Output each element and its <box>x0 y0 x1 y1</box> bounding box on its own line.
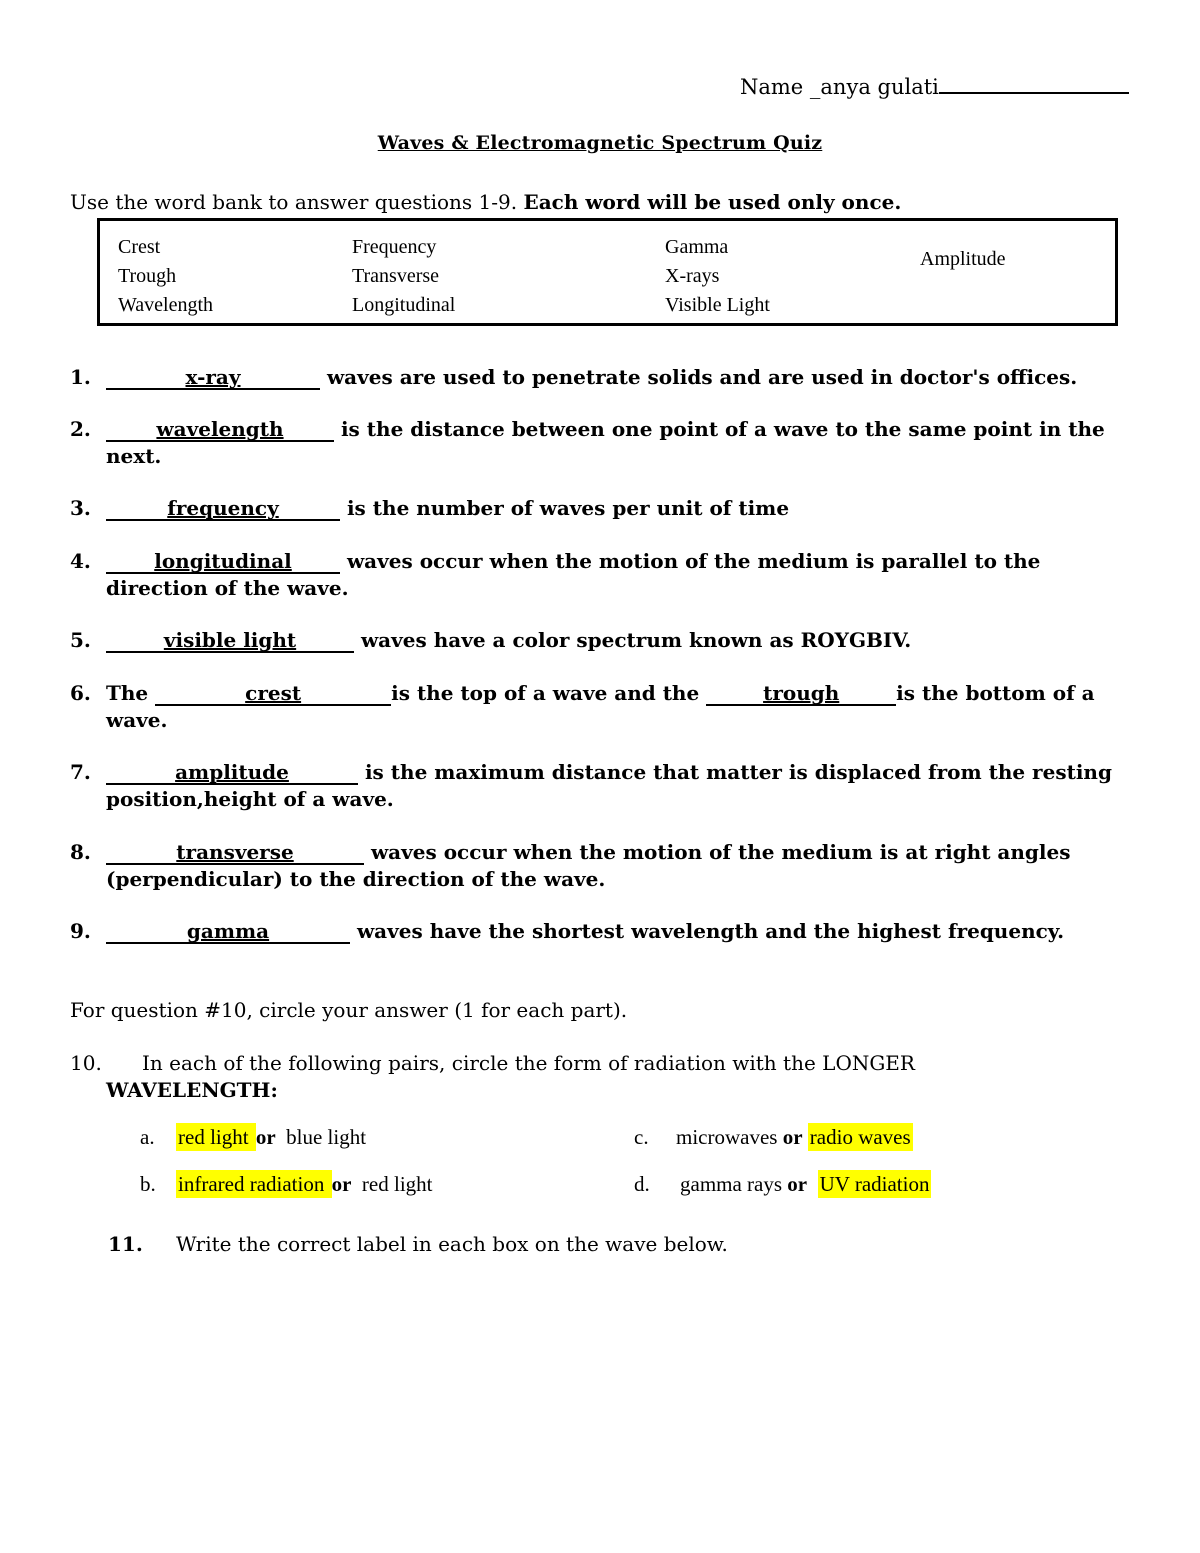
answer-text: amplitude <box>175 760 289 784</box>
answer-text: wavelength <box>156 417 284 441</box>
question-number: 2. <box>70 417 91 441</box>
answer-blank[interactable] <box>706 682 896 706</box>
option-right-highlighted[interactable]: radio waves <box>809 1125 911 1149</box>
option-label: b. <box>140 1172 156 1196</box>
question-text: is the number of waves per unit of time <box>340 496 790 520</box>
answer-text: visible light <box>163 628 297 652</box>
or-text: or <box>331 1172 352 1196</box>
page-title: Waves & Electromagnetic Spectrum Quiz <box>377 132 823 154</box>
word-bank-item: Trough <box>118 265 177 287</box>
word-bank-col-4 <box>920 245 1006 274</box>
question-text: waves occur when the motion of the medium is at right angles (perpendicular) to the direction of the wave. <box>106 840 1071 891</box>
word-bank-item: Wavelength <box>118 294 214 316</box>
question-number: 6. <box>70 681 91 705</box>
option-label: c. <box>634 1125 649 1149</box>
option-left[interactable]: microwaves <box>676 1125 783 1149</box>
question-number: 8. <box>70 840 91 864</box>
option-d[interactable] <box>634 1172 931 1197</box>
word-bank-item: Transverse <box>352 265 440 287</box>
question-text: waves are used to penetrate solids and are used in doctor's offices. <box>320 365 1078 389</box>
answer-blank[interactable] <box>106 366 320 390</box>
answer-text: trough <box>763 681 840 705</box>
word-bank-item: Frequency <box>352 236 437 258</box>
answer-blank[interactable] <box>106 629 354 653</box>
answer-blank[interactable] <box>106 497 340 521</box>
question-number: 5. <box>70 628 91 652</box>
option-b[interactable] <box>140 1172 433 1197</box>
or-text: or <box>255 1125 276 1149</box>
word-bank-item: Crest <box>118 236 161 258</box>
question-11 <box>108 1232 728 1256</box>
option-left-highlighted[interactable]: infrared radiation <box>178 1172 330 1196</box>
answer-blank[interactable] <box>106 920 350 944</box>
instructions-plain: Use the word bank to answer questions 1-9. <box>70 190 524 214</box>
answer-text: frequency <box>167 496 279 520</box>
answer-blank[interactable] <box>106 761 358 785</box>
word-bank-item: X-rays <box>665 265 720 287</box>
answer-blank[interactable] <box>155 682 391 706</box>
answer-blank[interactable] <box>106 841 364 865</box>
option-a[interactable] <box>140 1125 366 1150</box>
question-text: Write the correct label in each box on the wave below. <box>176 1232 728 1256</box>
instructions <box>70 190 901 214</box>
name-field <box>740 72 1129 99</box>
question-number: 11. <box>108 1232 143 1256</box>
question-number: 10. <box>70 1051 102 1075</box>
answer-blank[interactable] <box>106 418 334 442</box>
question-number: 7. <box>70 760 91 784</box>
option-left[interactable]: gamma rays <box>680 1172 788 1196</box>
answer-text: longitudinal <box>154 549 292 573</box>
question-text: waves have a color spectrum known as ROYGBIV. <box>354 628 912 652</box>
question-10-intro: For question #10, circle your answer (1 for each part). <box>70 998 628 1022</box>
option-label: d. <box>634 1172 650 1196</box>
question-number: 4. <box>70 549 91 573</box>
name-label: Name _anya gulati <box>740 75 939 99</box>
or-text: or <box>787 1172 808 1196</box>
question-text: The <box>106 681 156 705</box>
question-text: waves occur when the motion of the medium is parallel to the direction of the wave. <box>106 549 1041 600</box>
answer-text: crest <box>245 681 302 705</box>
word-bank-item: Visible Light <box>665 294 770 316</box>
question-text: is the maximum distance that matter is displaced from the resting position,height of a wave. <box>106 760 1112 811</box>
word-bank-col-1 <box>118 233 213 320</box>
word-bank-col-3 <box>665 233 770 320</box>
question-text: In each of the following pairs, circle the form of radiation with the LONGER <box>142 1051 915 1075</box>
question-number: 9. <box>70 919 91 943</box>
name-underline <box>939 72 1129 94</box>
answer-text: x-ray <box>185 365 241 389</box>
answer-blank[interactable] <box>106 550 340 574</box>
answer-text: gamma <box>186 919 270 943</box>
option-left-highlighted[interactable]: red light <box>178 1125 254 1149</box>
option-right[interactable]: red light <box>361 1172 433 1196</box>
word-bank <box>97 218 1118 326</box>
word-bank-item: Longitudinal <box>352 294 456 316</box>
word-bank-col-2 <box>352 233 455 320</box>
question-text: is the distance between one point of a wave to the same point in the next. <box>106 417 1105 468</box>
instructions-bold: Each word will be used only once. <box>523 190 902 214</box>
question-text: is the top of a wave and the <box>391 681 707 705</box>
option-right[interactable]: blue light <box>286 1125 367 1149</box>
option-c[interactable] <box>634 1125 913 1150</box>
or-text: or <box>782 1125 803 1149</box>
question-text: is the bottom of a wave. <box>106 681 1095 732</box>
question-text: waves have the shortest wavelength and the highest frequency. <box>350 919 1065 943</box>
answer-text: transverse <box>176 840 294 864</box>
word-bank-item: Amplitude <box>920 248 1006 270</box>
question-number: 1. <box>70 365 91 389</box>
question-text-bold: WAVELENGTH: <box>106 1078 278 1102</box>
option-label: a. <box>140 1125 155 1149</box>
option-right-highlighted[interactable]: UV radiation <box>819 1172 930 1196</box>
word-bank-item: Gamma <box>665 236 729 258</box>
question-number: 3. <box>70 496 91 520</box>
